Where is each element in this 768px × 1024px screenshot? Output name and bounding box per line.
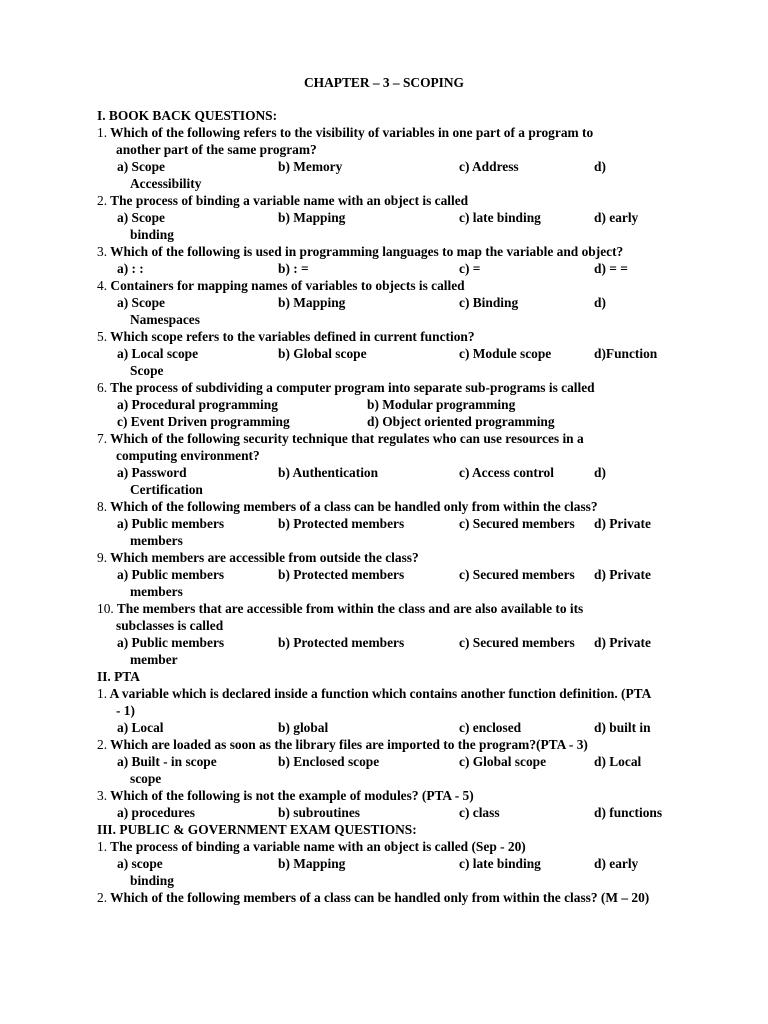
question-item [97,685,687,736]
option-d: d) [594,465,606,480]
option-a: a) Built - in scope [117,754,217,769]
option-c: c) Module scope [459,346,552,361]
options-row [97,464,687,481]
question-line [97,124,687,141]
question-line [97,838,687,855]
option-b: b) Authentication [278,465,379,480]
question-line [97,192,687,209]
page-title: CHAPTER – 3 – SCOPING [304,75,464,90]
question-line [97,685,687,702]
question-number: 3. [97,244,108,259]
question-text: Which of the following refers to the visibility of variables in one part of a program to [110,125,594,140]
question-text: Which of the following members of a class can be handled only from within the class? (M – 20) [110,890,650,905]
option-c: c) late binding [459,856,541,871]
question-text: The members that are accessible from within the class and are also available to its [116,601,584,616]
option-b: b) Modular programming [367,397,516,412]
option-d-continued: member [130,652,178,667]
public-exam-questions [97,838,687,906]
question-line [97,379,687,396]
section-heading-pta: II. PTA [97,669,140,684]
question-number: 5. [97,329,108,344]
option-b: b) subroutines [278,805,360,820]
option-c: c) class [459,805,500,820]
question-item [97,243,687,277]
question-text: Which of the following is not the example of modules? (PTA - 5) [110,788,474,803]
question-number: 1. [97,686,108,701]
option-a: a) : : [117,261,144,276]
question-line [97,600,687,617]
question-text-continued: another part of the same program? [116,142,317,157]
question-number: 1. [97,125,108,140]
question-line [97,889,687,906]
options-row [97,566,687,583]
option-d: d) early [594,856,639,871]
option-b: b) Enclosed scope [278,754,380,769]
options-row [97,413,687,430]
options-row [97,209,687,226]
question-text: Which of the following is used in programming languages to map the variable and object? [110,244,624,259]
option-a: a) Local [117,720,164,735]
option-d: d) Private [594,567,651,582]
option-d: d) functions [594,805,663,820]
options-row [97,753,687,770]
option-c: c) enclosed [459,720,522,735]
option-c: c) late binding [459,210,541,225]
options-row [97,719,687,736]
question-number: 2. [97,737,108,752]
option-a: a) Local scope [117,346,199,361]
question-number: 6. [97,380,108,395]
option-a: a) Scope [117,210,165,225]
option-d-continued: binding [130,227,174,242]
question-text: Which scope refers to the variables defined in current function? [110,329,475,344]
question-line [97,787,687,804]
options-row [97,855,687,872]
option-d-continued: members [130,533,183,548]
option-c: c) = [459,261,481,276]
option-d: d) Private [594,635,651,650]
option-d-continued: Certification [130,482,203,497]
question-item [97,736,687,787]
questions-content [97,107,687,906]
question-line [97,328,687,345]
option-d-continued: scope [130,771,162,786]
option-b: b) Protected members [278,635,405,650]
question-item [97,549,687,600]
question-number: 1. [97,839,108,854]
option-a: a) procedures [117,805,195,820]
question-number: 3. [97,788,108,803]
question-item [97,600,687,668]
question-number: 10. [97,601,114,616]
option-a: a) Public members [117,516,225,531]
options-row [97,396,687,413]
option-b: b) Protected members [278,567,405,582]
options-row [97,515,687,532]
option-d: d) Private [594,516,651,531]
question-number: 8. [97,499,108,514]
options-row [97,804,687,821]
book-back-questions [97,124,687,668]
question-item [97,328,687,379]
option-c: c) Secured members [459,567,575,582]
option-b: b) Mapping [278,856,346,871]
option-d-continued: Scope [130,363,164,378]
option-d: d) [594,295,606,310]
option-d: d)Function [594,346,658,361]
question-text: The process of binding a variable name with an object is called (Sep - 20) [110,839,526,854]
option-c: c) Address [459,159,519,174]
question-item [97,124,687,192]
question-text: Which are loaded as soon as the library files are imported to the program?(PTA - 3) [110,737,588,752]
question-line [97,430,687,447]
option-a: a) scope [117,856,163,871]
question-number: 2. [97,193,108,208]
option-d: d) Object oriented programming [367,414,555,429]
option-a: a) Procedural programming [117,397,278,412]
question-number: 7. [97,431,108,446]
option-c: c) Event Driven programming [117,414,290,429]
option-b: b) Mapping [278,210,346,225]
question-line [97,549,687,566]
option-d-continued: Namespaces [130,312,200,327]
option-b: b) global [278,720,329,735]
option-d: d) = = [594,261,628,276]
question-text: Which of the following members of a class can be handled only from within the class? [110,499,598,514]
option-b: b) Mapping [278,295,346,310]
options-row [97,158,687,175]
options-row [97,345,687,362]
option-a: a) Scope [117,295,165,310]
section-heading-public: III. PUBLIC & GOVERNMENT EXAM QUESTIONS: [97,822,417,837]
options-row [97,634,687,651]
section-heading-book: I. BOOK BACK QUESTIONS: [97,108,278,123]
option-c: c) Binding [459,295,519,310]
question-text: Which members are accessible from outside the class? [110,550,419,565]
option-c: c) Access control [459,465,554,480]
pta-questions [97,685,687,821]
option-d-continued: Accessibility [130,176,202,191]
question-item [97,192,687,243]
question-text: A variable which is declared inside a function which contains another function definition. (PTA [109,686,652,701]
question-text: Containers for mapping names of variables to objects is called [110,278,465,293]
question-line [97,243,687,260]
option-d: d) [594,159,606,174]
option-a: a) Public members [117,567,225,582]
question-number: 4. [97,278,108,293]
question-line [97,736,687,753]
options-row [97,294,687,311]
question-item [97,838,687,889]
question-text: The process of subdividing a computer program into separate sub-programs is called [110,380,595,395]
question-line [97,498,687,515]
option-d: d) early [594,210,639,225]
option-c: c) Secured members [459,516,575,531]
option-a: a) Public members [117,635,225,650]
option-d-continued: binding [130,873,174,888]
question-item [97,889,687,906]
question-item [97,430,687,498]
option-b: b) Protected members [278,516,405,531]
question-text-continued: subclasses is called [116,618,224,633]
option-d: d) Local [594,754,642,769]
option-a: a) Password [117,465,187,480]
question-text-continued: computing environment? [116,448,260,463]
option-c: c) Secured members [459,635,575,650]
option-b: b) Global scope [278,346,367,361]
question-text: The process of binding a variable name with an object is called [110,193,469,208]
question-item [97,379,687,430]
question-text-continued: - 1) [116,703,135,718]
option-d: d) built in [594,720,651,735]
question-number: 9. [97,550,108,565]
option-b: b) : = [278,261,309,276]
question-number: 2. [97,890,108,905]
question-text: Which of the following security technique that regulates who can use resources in a [110,431,584,446]
question-line [97,277,687,294]
option-d-continued: members [130,584,183,599]
options-row [97,260,687,277]
option-a: a) Scope [117,159,165,174]
option-b: b) Memory [278,159,343,174]
option-c: c) Global scope [459,754,547,769]
question-item [97,498,687,549]
question-item [97,277,687,328]
question-item [97,787,687,821]
